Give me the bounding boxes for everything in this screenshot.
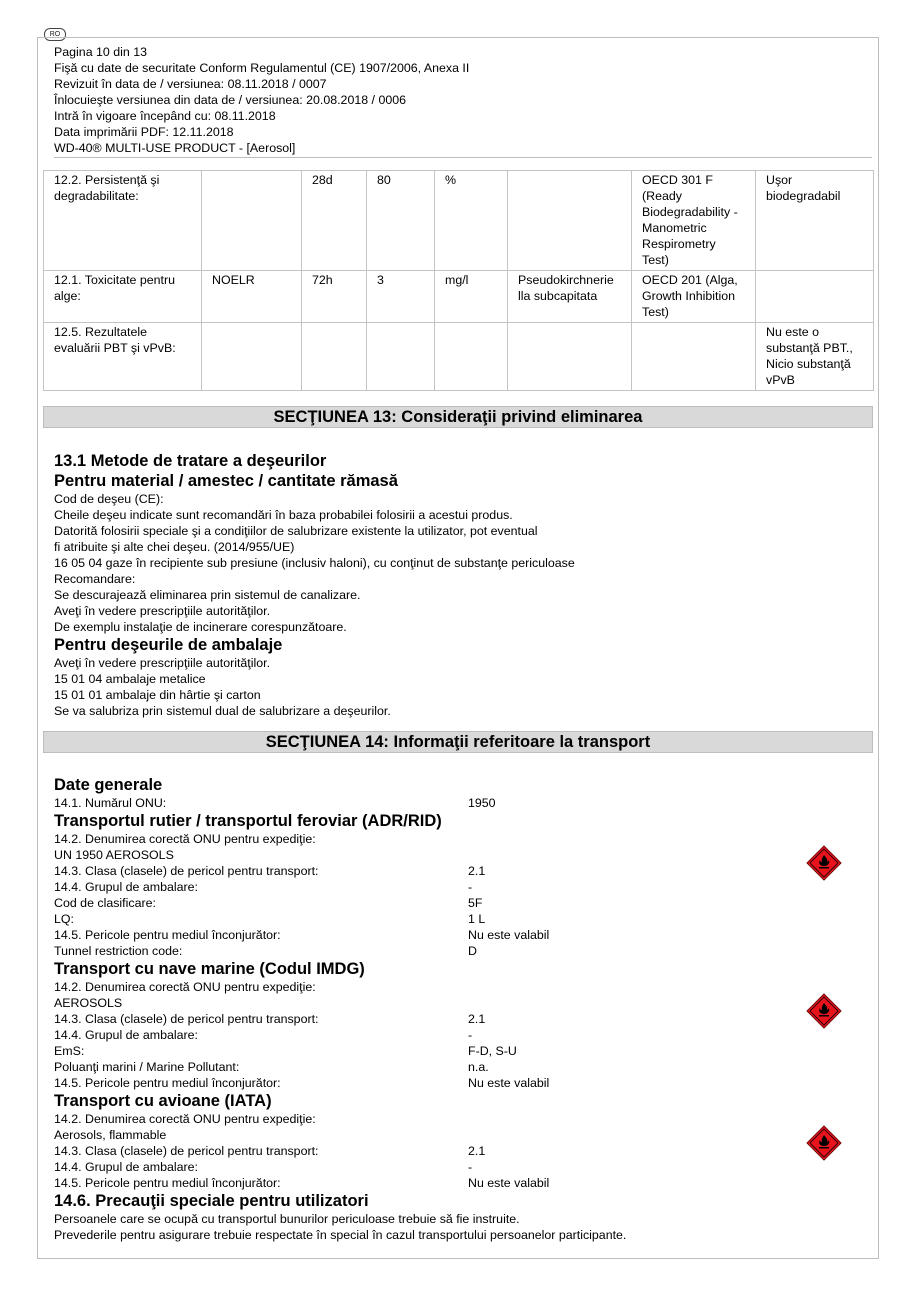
row-label: 14.4. Grupul de ambalare: xyxy=(54,1160,198,1174)
row-value: 2.1 xyxy=(468,1012,486,1026)
table-cell: OECD 201 (Alga, Growth Inhibition Test) xyxy=(632,271,756,323)
sea-row xyxy=(54,1011,872,1027)
table-cell xyxy=(202,323,302,391)
ro-language-badge: RO xyxy=(44,28,66,41)
sea-transport-heading: Transport cu nave marine (Codul IMDG) xyxy=(54,960,365,978)
row-label: Cod de clasificare: xyxy=(54,896,156,910)
packaging-heading: Pentru deşeurile de ambalaje xyxy=(54,636,283,654)
waste-methods-heading: 13.1 Metode de tratare a deşeurilor xyxy=(54,452,327,470)
effective-date: Intră în vigoare începând cu: 08.11.2018 xyxy=(54,109,276,123)
shipping-name-value: Aerosols, flammable xyxy=(54,1128,167,1142)
row-label: 14.3. Clasa (clasele) de pericol pentru transport: xyxy=(54,864,319,878)
table-cell: Uşor biodegradabil xyxy=(756,171,874,271)
row-label: 14.5. Pericole pentru mediul înconjurător: xyxy=(54,1076,281,1090)
road-transport-heading: Transportul rutier / transportul feroviar (ADR/RID) xyxy=(54,812,442,830)
row-label: 14.1. Numărul ONU: xyxy=(54,796,167,810)
document-header xyxy=(54,44,872,158)
table-cell: 12.5. Rezultatele evaluării PBT şi vPvB: xyxy=(44,323,202,391)
row-value: Nu este valabil xyxy=(468,1076,550,1090)
table-row xyxy=(44,171,874,271)
product-name: WD-40® MULTI-USE PRODUCT - [Aerosol] xyxy=(54,141,296,155)
row-value: - xyxy=(468,880,473,894)
text-line: Se descurajează eliminarea prin sistemul de canalizare. xyxy=(54,588,361,602)
table-cell: 12.1. Toxicitate pentru alge: xyxy=(44,271,202,323)
text-line: Aveţi în vedere prescripţiile autorităţilor. xyxy=(54,656,271,670)
flammable-hazard-icon xyxy=(806,1125,842,1161)
shipping-name-value: UN 1950 AEROSOLS xyxy=(54,848,174,862)
text-line: Cheile deşeu indicate sunt recomandări în baza probabilei folosirii a acestui produs. xyxy=(54,508,513,522)
table-cell: 80 xyxy=(367,171,435,271)
shipping-name-value: AEROSOLS xyxy=(54,996,123,1010)
road-row xyxy=(54,943,872,959)
row-label: Poluanţi marini / Marine Pollutant: xyxy=(54,1060,240,1074)
table-cell: Pseudokirchnerie lla subcapitata xyxy=(508,271,632,323)
table-cell: 28d xyxy=(302,171,367,271)
section-14-title: SECŢIUNEA 14: Informaţii referitoare la transport xyxy=(43,731,873,753)
air-row xyxy=(54,1143,872,1159)
section-13-title: SECŢIUNEA 13: Consideraţii privind eliminarea xyxy=(43,406,873,428)
row-value: 1 L xyxy=(468,912,486,926)
section-13-content xyxy=(54,451,872,719)
text-line: 15 01 01 ambalaje din hârtie şi carton xyxy=(54,688,261,702)
table-cell: mg/l xyxy=(435,271,508,323)
text-line: Se va salubriza prin sistemul dual de salubrizare a deşeurilor. xyxy=(54,704,391,718)
table-row xyxy=(44,271,874,323)
table-cell: % xyxy=(435,171,508,271)
special-precautions-heading: 14.6. Precauţii speciale pentru utilizatori xyxy=(54,1192,369,1210)
ecological-data-table xyxy=(43,170,874,391)
text-line: 16 05 04 gaze în recipiente sub presiune (inclusiv haloni), cu conţinut de substanţe periculoase xyxy=(54,556,575,570)
row-value: 1950 xyxy=(468,796,496,810)
row-label: 14.4. Grupul de ambalare: xyxy=(54,1028,198,1042)
table-cell: 3 xyxy=(367,271,435,323)
shipping-name-label: 14.2. Denumirea corectă ONU pentru expediţie: xyxy=(54,832,316,846)
material-heading: Pentru material / amestec / cantitate rămasă xyxy=(54,472,398,490)
replaces-info: Înlocuieşte versiunea din data de / versiunea: 20.08.2018 / 0006 xyxy=(54,93,407,107)
print-date: Data imprimării PDF: 12.11.2018 xyxy=(54,125,234,139)
text-line: Aveţi în vedere prescripţiile autorităţilor. xyxy=(54,604,271,618)
road-row xyxy=(54,911,872,927)
shipping-name-label: 14.2. Denumirea corectă ONU pentru expediţie: xyxy=(54,980,316,994)
row-value: Nu este valabil xyxy=(468,928,550,942)
table-cell xyxy=(632,323,756,391)
table-row xyxy=(44,323,874,391)
row-value: 2.1 xyxy=(468,1144,486,1158)
air-row xyxy=(54,1159,872,1175)
table-cell xyxy=(508,171,632,271)
un-number-row xyxy=(54,795,872,811)
row-value: 5F xyxy=(468,896,483,910)
table-cell: Nu este o substanţă PBT., Nicio substanţă vPvB xyxy=(756,323,874,391)
table-cell xyxy=(302,323,367,391)
row-label: 14.5. Pericole pentru mediul înconjurător: xyxy=(54,1176,281,1190)
row-value: 2.1 xyxy=(468,864,486,878)
row-label: LQ: xyxy=(54,912,74,926)
road-row xyxy=(54,879,872,895)
table-cell xyxy=(508,323,632,391)
road-row xyxy=(54,863,872,879)
air-row xyxy=(54,1175,872,1191)
text-line: Cod de deşeu (CE): xyxy=(54,492,164,506)
row-label: 14.5. Pericole pentru mediul înconjurător: xyxy=(54,928,281,942)
sea-row xyxy=(54,1075,872,1091)
row-label: Tunnel restriction code: xyxy=(54,944,183,958)
row-value: - xyxy=(468,1028,473,1042)
table-cell xyxy=(367,323,435,391)
sea-row xyxy=(54,1043,872,1059)
table-cell xyxy=(756,271,874,323)
row-label: 14.3. Clasa (clasele) de pericol pentru transport: xyxy=(54,1144,319,1158)
section-14-content xyxy=(54,775,872,1243)
text-line: fi atribuite şi alte chei deşeu. (2014/955/UE) xyxy=(54,540,295,554)
text-line: Prevederile pentru asigurare trebuie respectate în special în cazul transportului persoanelor participante. xyxy=(54,1228,627,1242)
row-value: Nu este valabil xyxy=(468,1176,550,1190)
sea-row xyxy=(54,1059,872,1075)
row-value: F-D, S-U xyxy=(468,1044,517,1058)
shipping-name-label: 14.2. Denumirea corectă ONU pentru expediţie: xyxy=(54,1112,316,1126)
table-cell xyxy=(435,323,508,391)
revision-info: Revizuit în data de / versiunea: 08.11.2018 / 0007 xyxy=(54,77,327,91)
text-line: Persoanele care se ocupă cu transportul bunurilor periculoase trebuie să fie instruite. xyxy=(54,1212,520,1226)
sea-row xyxy=(54,1027,872,1043)
general-data-heading: Date generale xyxy=(54,776,163,794)
row-value: - xyxy=(468,1160,473,1174)
row-label: EmS: xyxy=(54,1044,85,1058)
row-label: 14.4. Grupul de ambalare: xyxy=(54,880,198,894)
table-cell: OECD 301 F (Ready Biodegradability - Manometric Respirometry Test) xyxy=(632,171,756,271)
air-transport-heading: Transport cu avioane (IATA) xyxy=(54,1092,272,1110)
row-value: D xyxy=(468,944,477,958)
table-cell xyxy=(202,171,302,271)
text-line: Datorită folosirii speciale şi a condiţiilor de salubrizare existente la utilizator, pot eventual xyxy=(54,524,538,538)
text-line: De exemplu instalaţie de incinerare corespunzătoare. xyxy=(54,620,347,634)
flammable-hazard-icon xyxy=(806,845,842,881)
sheet-title: Fişă cu date de securitate Conform Regulamentul (CE) 1907/2006, Anexa II xyxy=(54,61,470,75)
table-cell: 72h xyxy=(302,271,367,323)
text-line: 15 01 04 ambalaje metalice xyxy=(54,672,206,686)
row-label: 14.3. Clasa (clasele) de pericol pentru transport: xyxy=(54,1012,319,1026)
table-cell: NOELR xyxy=(202,271,302,323)
flammable-hazard-icon xyxy=(806,993,842,1029)
table-cell: 12.2. Persistenţă şi degradabilitate: xyxy=(44,171,202,271)
road-row xyxy=(54,895,872,911)
row-value: n.a. xyxy=(468,1060,489,1074)
road-row xyxy=(54,927,872,943)
text-line: Recomandare: xyxy=(54,572,136,586)
page-number: Pagina 10 din 13 xyxy=(54,45,148,59)
